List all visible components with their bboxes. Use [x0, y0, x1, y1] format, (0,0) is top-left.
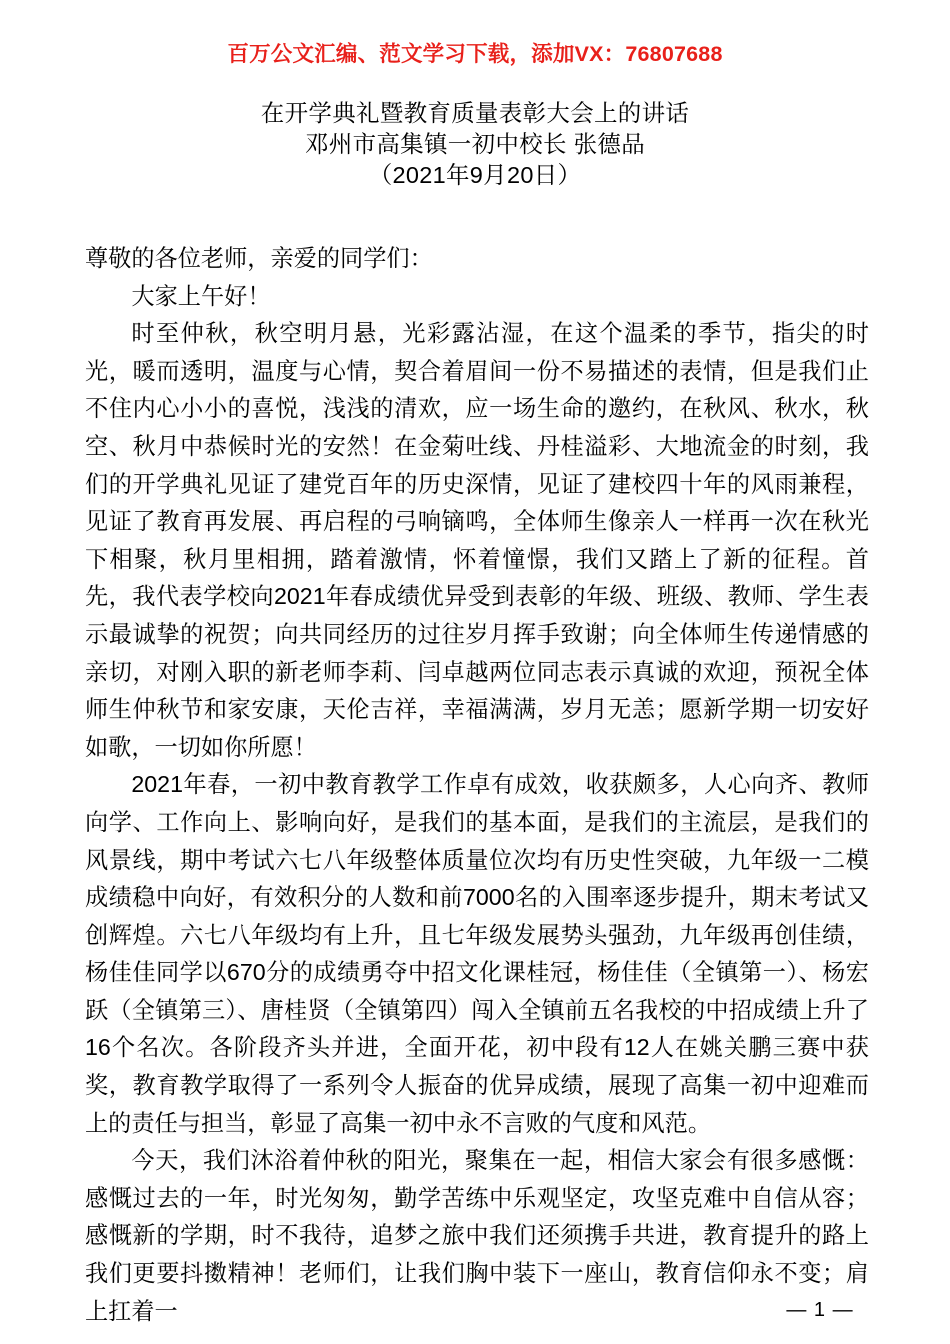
- document-date: （2021年9月20日）: [368, 162, 582, 188]
- paragraph-1: 时至仲秋，秋空明月悬，光彩露沾湿，在这个温柔的季节，指尖的时光，暖而透明，温度与心情，契合着眉间一份不易描述的表情，但是我们止不住内心小小的喜悦，浅浅的清欢，应一场生命的邀约，在秋风、秋水，秋空、秋月中恭候时光的安然！在金菊吐线、丹桂溢彩、大地流金的时刻，我们的开学典礼见证了建党百年的历史深情，见证了建校四十年的风雨兼程，见证了教育再发展、再启程的弓响镝鸣，全体师生像亲人一样再一次在秋光下相聚，秋月里相拥，踏着激情，怀着憧憬，我们又踏上了新的征程。首先，我代表学校向2021年春成绩优异受到表彰的年级、班级、教师、学生表示最诚挚的祝贺；向共同经历的过往岁月挥手致谢；向全体师生传递情感的亲切，对刚入职的新老师李莉、闫卓越两位同志表示真诚的欢迎，预祝全体师生仲秋节和家安康，天伦吉祥，幸福满满，岁月无恙；愿新学期一切安好如歌，一切如你所愿！: [85, 320, 869, 760]
- paragraph-2-segment-b: ，九年级再创佳绩，杨佳佳同学以670分的成绩勇夺中招文化课桂冠，杨佳佳（全镇第一）、杨宏跃（全镇第三）、唐桂贤（全镇第四）闯入全镇前五名我校的中招成绩上升了16个名次。各阶段齐头并进，全面开花，初中段有12人在姚关鹏三赛中获奖，教育教学取得了一系列令人振奋的优异成绩，展现了高集一初中迎难而上的责任与担当，彰显了高集一初中永不言败的气度和风范。: [85, 921, 870, 1136]
- paragraph-3: 今天，我们沐浴着仲秋的阳光，聚集在一起，相信大家会有很多感慨：感慨过去的一年，时光匆匆，勤学苦练中乐观坚定，攻坚克难中自信从容；感慨新的学期，时不我待，追梦之旅中我们还须携手共进，教育提升的路上我们更要抖擞精神！老师们，让我们胸中装下一座山，教育信仰永不变；肩上扛着一: [85, 1147, 869, 1324]
- greeting-line: 大家上午好！: [131, 282, 271, 309]
- document-title: 在开学典礼暨教育质量表彰大会上的讲话: [260, 100, 690, 126]
- paragraph-2-segment-a: 2021年春，一初中教育教学工作卓有成效，收获颇多，人心向齐、教师向学、工作向上、影响向好，是我们的基本面，是我们的主流层，是我们的风景线，期中考试六七八年级整体质量位次均有历史性突破，九年级一二模成绩稳中向好，有效积分的人数和前7000名的入围率逐步提升，期末考试又创辉煌。六七八年级均有上升，且七年级发展势头: [85, 771, 869, 948]
- paragraph-2: [85, 766, 869, 1142]
- page-footer: [0, 1299, 950, 1322]
- page-number: — 1 —: [786, 1299, 854, 1321]
- salutation-line: 尊敬的各位老师，亲爱的同学们：: [85, 245, 433, 271]
- document-body: [85, 240, 869, 1330]
- document-author: 邓州市高集镇一初中校长 张德品: [304, 131, 646, 157]
- promo-banner-text: 百万公文汇编、范文学习下载，添加VX：76807688: [227, 42, 723, 66]
- title-block: [0, 98, 950, 191]
- paragraph-2-highlight: 强劲: [608, 921, 656, 949]
